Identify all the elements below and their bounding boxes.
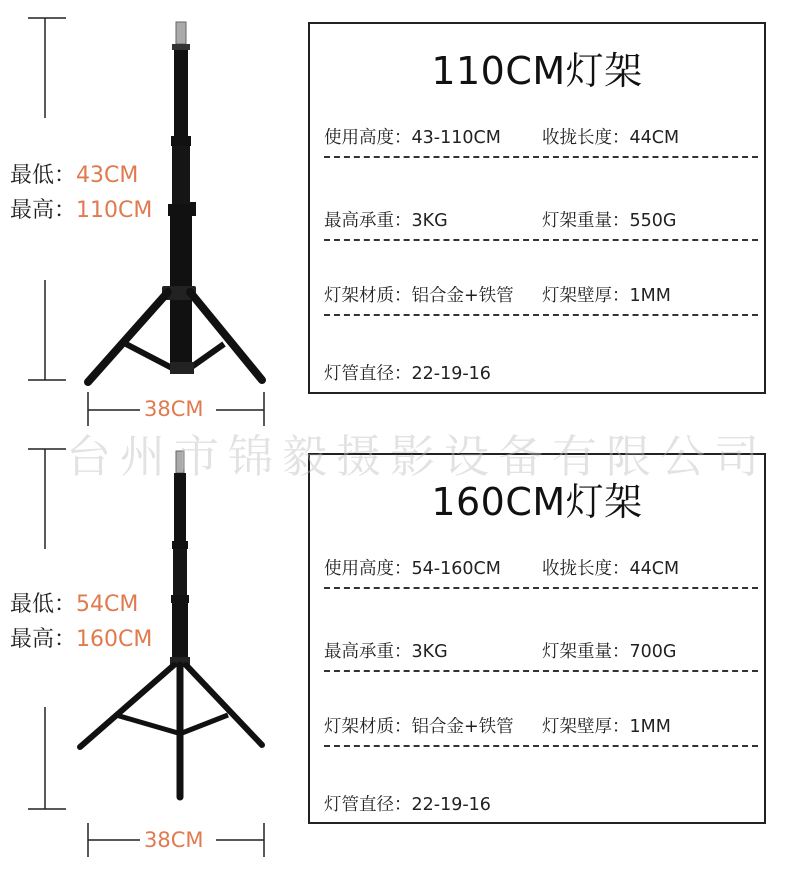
base-width-value: 38CM: [144, 828, 204, 852]
stand-leg-left: [88, 292, 168, 382]
spec-cell: 使用高度：54-160CM: [324, 559, 501, 579]
spec-cell: 灯架壁厚：1MM: [542, 286, 671, 306]
spec-cell: 灯架重量：700G: [542, 642, 677, 662]
stand-brace-hub: [170, 362, 194, 374]
spec-row: [324, 705, 758, 747]
min-height-value: 54CM: [76, 592, 139, 617]
stand-upper-tube: [174, 50, 188, 140]
spec-row: [324, 630, 758, 672]
stand-clamp-2: [168, 204, 190, 216]
spec-cell: 最高承重：3KG: [324, 211, 448, 231]
spec-cell: 灯管直径：22-19-16: [324, 795, 491, 815]
stand-clamp-1: [172, 541, 188, 549]
stand-knob-2: [190, 202, 196, 216]
spec-cell: 收拢长度：44CM: [542, 128, 680, 148]
spec-cell: 最高承重：3KG: [324, 642, 448, 662]
max-height-label: 最高：: [10, 627, 77, 652]
spec-cell: 收拢长度：44CM: [542, 559, 680, 579]
company-watermark: 台州市锦毅摄影设备有限公司: [66, 430, 769, 483]
stand-panel-160: [0, 437, 790, 873]
stand-brace-left: [116, 715, 178, 733]
height-labels: [10, 587, 152, 657]
spec-title: 110CM灯架: [431, 49, 643, 93]
spec-cell: 灯架重量：550G: [542, 211, 677, 231]
max-height-label: 最高：: [10, 198, 77, 223]
max-height: [10, 193, 152, 228]
spec-row: [324, 274, 758, 316]
spec-row: [324, 199, 758, 241]
spec-row: [324, 547, 758, 589]
stand-leg-right: [190, 292, 262, 380]
stand-spigot: [176, 451, 184, 473]
spec-cell: 灯架材质：铝合金+铁管: [324, 717, 514, 737]
spec-row: [324, 783, 758, 823]
min-height: [10, 587, 152, 622]
stand-middle-tube: [172, 146, 190, 210]
base-width-value: 38CM: [144, 397, 204, 421]
stand-brace-right: [182, 715, 228, 733]
stand-brace-left: [126, 344, 172, 368]
spec-row: [324, 352, 758, 392]
spec-cell: 使用高度：43-110CM: [324, 128, 501, 148]
stand-brace-right: [190, 344, 224, 368]
stand-leg-left: [80, 665, 174, 747]
stand-clamp-1: [171, 136, 191, 146]
stand-spigot: [176, 22, 186, 44]
spec-cell: 灯架壁厚：1MM: [542, 717, 671, 737]
spec-cell: 灯架材质：铝合金+铁管: [324, 286, 514, 306]
max-height-value: 160CM: [76, 627, 153, 652]
stand-clamp-2: [171, 595, 189, 603]
stand-leg-right: [186, 665, 262, 745]
spec-cell: 灯管直径：22-19-16: [324, 364, 491, 384]
stand-top-cap: [172, 44, 190, 50]
spec-row: [324, 116, 758, 158]
max-height-value: 110CM: [76, 198, 153, 223]
spec-box-160: [308, 453, 766, 824]
stand-middle-tube: [173, 549, 187, 599]
min-height: [10, 158, 152, 193]
height-labels: [10, 158, 152, 228]
spec-title: 160CM灯架: [431, 480, 643, 524]
stand-lower-tube: [172, 603, 188, 659]
spec-box-110: [308, 22, 766, 394]
min-height-value: 43CM: [76, 163, 139, 188]
max-height: [10, 622, 152, 657]
min-height-label: 最低：: [10, 163, 77, 188]
min-height-label: 最低：: [10, 592, 77, 617]
stand-upper-tube: [174, 473, 186, 543]
